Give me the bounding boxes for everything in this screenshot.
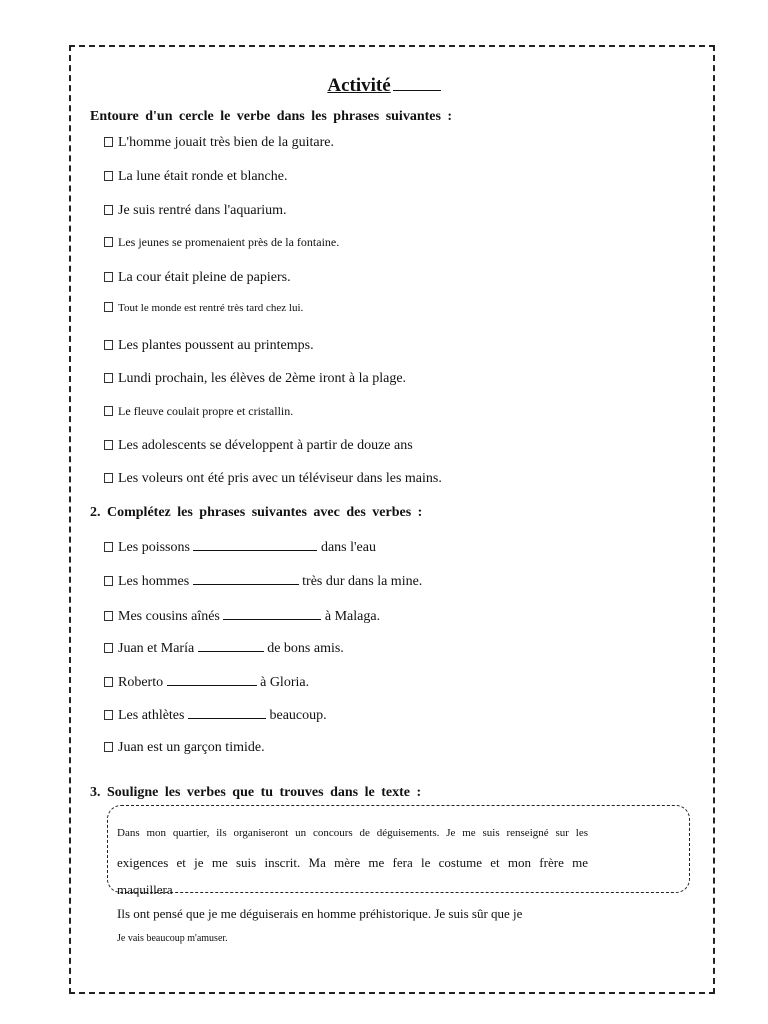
list-item: Les voleurs ont été pris avec un téléviseur dans les mains. [104,471,442,487]
checkbox-icon [104,205,113,215]
checkbox-icon [104,272,113,282]
checkbox-icon [104,576,113,586]
text-box [107,805,690,893]
list-item: La cour était pleine de papiers. [104,270,291,286]
checkbox-icon [104,440,113,450]
text-line: Je vais beaucoup m'amuser. [117,933,228,944]
list-item: Les athlètes beaucoup. [104,706,327,724]
section3-heading: 3. Souligne les verbes que tu trouves dans le texte : [90,785,422,800]
answer-blank[interactable] [193,538,317,551]
checkbox-icon [104,171,113,181]
checkbox-icon [104,237,113,247]
list-item: Les poissons dans l'eau [104,538,376,556]
checkbox-icon [104,611,113,621]
list-item: Tout le monde est rentré très tard chez lui. [104,302,303,314]
list-item: Juan et María de bons amis. [104,639,344,657]
section1-heading: Entoure d'un cercle le verbe dans les phrases suivantes : [90,109,453,124]
checkbox-icon [104,373,113,383]
list-item: Roberto à Gloria. [104,673,309,691]
checkbox-icon [104,137,113,147]
section2-heading: 2. Complétez les phrases suivantes avec des verbes : [90,505,423,520]
page-title: Activité [0,72,768,97]
list-item: Les adolescents se développent à partir de douze ans [104,438,413,454]
answer-blank[interactable] [188,706,266,719]
checkbox-icon [104,302,113,312]
checkbox-icon [104,742,113,752]
list-item: Les jeunes se promenaient près de la fontaine. [104,235,339,250]
list-item: L'homme jouait très bien de la guitare. [104,135,334,151]
list-item: Lundi prochain, les élèves de 2ème iront à la plage. [104,371,406,387]
text-line: maquillera [117,882,173,897]
list-item: Les plantes poussent au printemps. [104,338,314,354]
list-item: Mes cousins aînés à Malaga. [104,607,380,625]
text-line: Dans mon quartier, ils organiseront un concours de déguisements. Je me suis renseigné sur les [117,827,588,839]
answer-blank[interactable] [167,673,257,686]
checkbox-icon [104,677,113,687]
text-line: exigences et je me suis inscrit. Ma mère me fera le costume et mon frère me [117,855,588,870]
list-item: Juan est un garçon timide. [104,740,265,756]
checkbox-icon [104,710,113,720]
text-line: Ils ont pensé que je me déguiserais en homme préhistorique. Je suis sûr que je [117,906,523,921]
answer-blank[interactable] [193,572,299,585]
list-item: La lune était ronde et blanche. [104,169,287,185]
answer-blank[interactable] [223,607,321,620]
list-item: Les hommes très dur dans la mine. [104,572,422,590]
list-item: Je suis rentré dans l'aquarium. [104,203,287,219]
checkbox-icon [104,643,113,653]
answer-blank[interactable] [198,639,264,652]
checkbox-icon [104,406,113,416]
checkbox-icon [104,340,113,350]
list-item: Le fleuve coulait propre et cristallin. [104,404,293,419]
checkbox-icon [104,542,113,552]
checkbox-icon [104,473,113,483]
